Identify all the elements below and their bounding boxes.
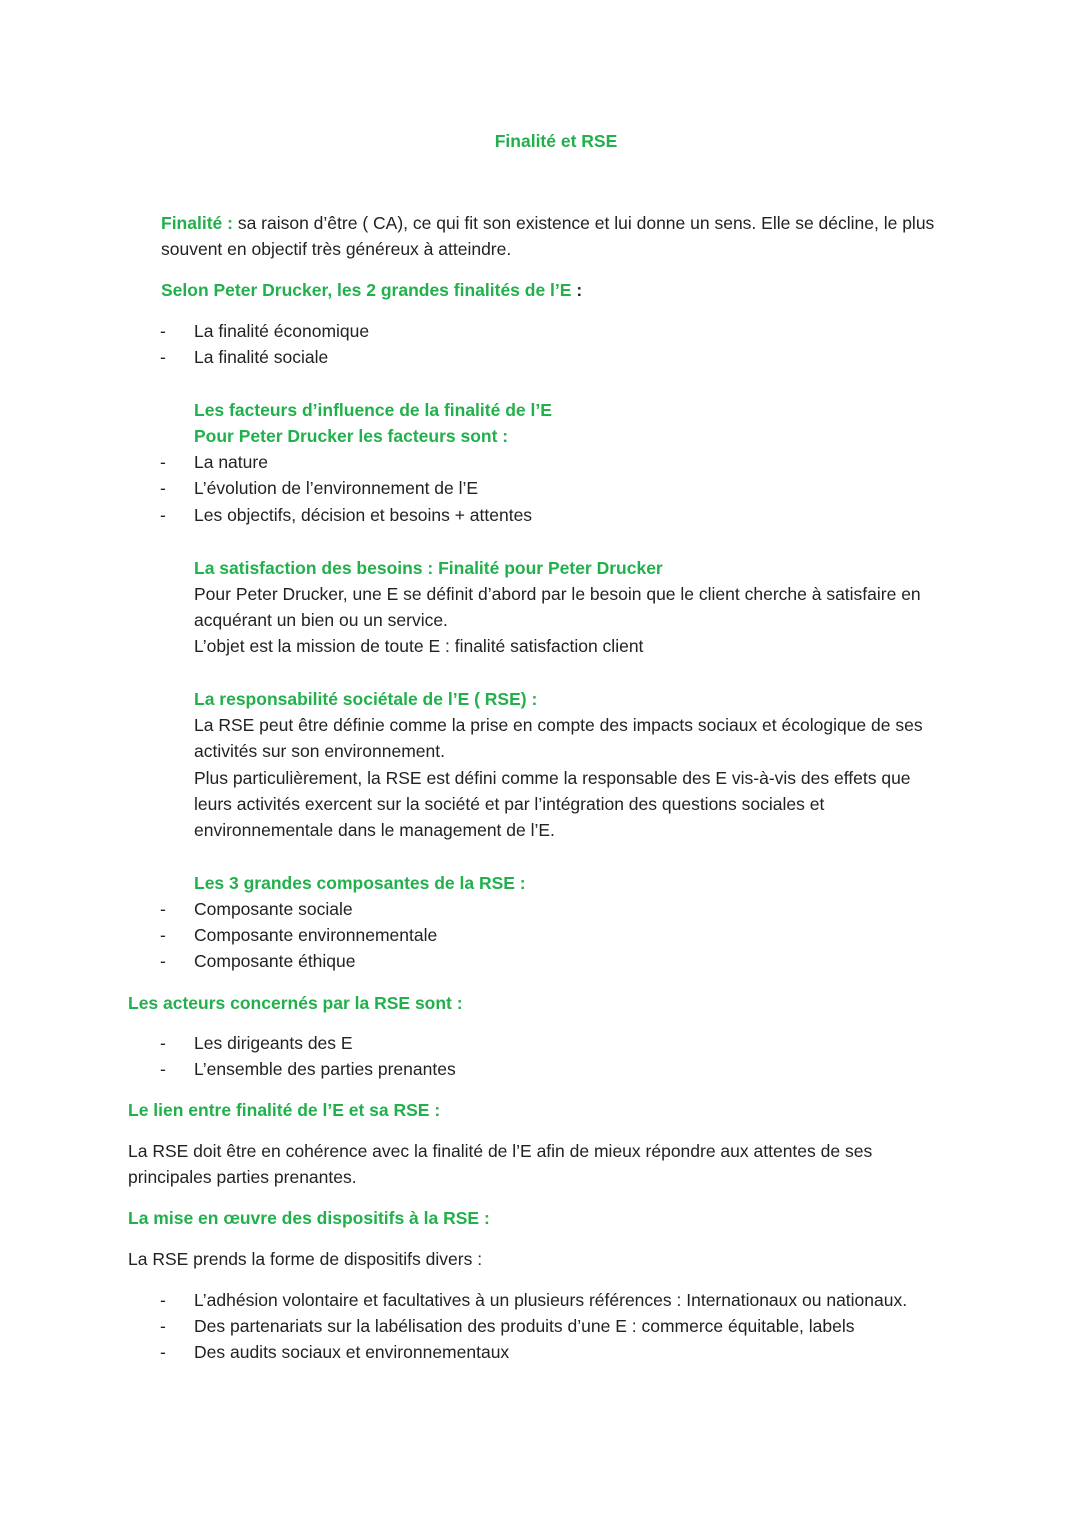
rse-line: environnementale dans le management de l’E. <box>194 820 555 840</box>
finalite-label: Finalité : <box>161 213 233 233</box>
dispositifs-intro: La RSE prends la forme de dispositifs divers : <box>128 1249 483 1269</box>
list-item: La nature <box>194 452 268 472</box>
drucker-heading-row <box>161 277 582 303</box>
bullet-dash: - <box>160 478 166 498</box>
list-item: Des audits sociaux et environnementaux <box>194 1342 510 1362</box>
satisfaction-heading: La satisfaction des besoins : Finalité pour Peter Drucker <box>194 558 663 578</box>
lien-line: principales parties prenantes. <box>128 1167 357 1187</box>
list-item: Les dirigeants des E <box>194 1033 353 1053</box>
page-title: Finalité et RSE <box>494 131 618 151</box>
drucker-heading: Selon Peter Drucker, les 2 grandes finalités de l’E <box>161 280 572 300</box>
bullet-dash: - <box>160 1290 166 1310</box>
bullet-dash: - <box>160 1316 166 1336</box>
rse-line: leurs activités exercent sur la société et par l’intégration des questions sociales et <box>194 794 825 814</box>
list-item: L’adhésion volontaire et facultatives à un plusieurs références : Internationaux ou nationaux. <box>194 1290 908 1310</box>
rse-line: activités sur son environnement. <box>194 741 445 761</box>
facteurs-subheading: Pour Peter Drucker les facteurs sont : <box>194 426 509 446</box>
rse-line: La RSE peut être définie comme la prise en compte des impacts sociaux et écologique de ses <box>194 715 923 735</box>
finalite-text-1: sa raison d’être ( CA), ce qui fit son existence et lui donne un sens. Elle se décline, le plus <box>232 213 935 233</box>
list-item: Les objectifs, décision et besoins + attentes <box>194 505 533 525</box>
bullet-dash: - <box>160 505 166 525</box>
list-item: L’ensemble des parties prenantes <box>194 1059 456 1079</box>
list-item: La finalité économique <box>194 321 370 341</box>
satisfaction-line: Pour Peter Drucker, une E se définit d’abord par le besoin que le client cherche à satisfaire en <box>194 584 921 604</box>
facteurs-heading: Les facteurs d’influence de la finalité de l’E <box>194 400 552 420</box>
lien-line: La RSE doit être en cohérence avec la finalité de l’E afin de mieux répondre aux attentes de ses <box>128 1141 873 1161</box>
satisfaction-line: L’objet est la mission de toute E : finalité satisfaction client <box>194 636 644 656</box>
list-item: Composante éthique <box>194 951 356 971</box>
bullet-dash: - <box>160 1033 166 1053</box>
drucker-heading-colon: : <box>571 280 583 300</box>
bullet-dash: - <box>160 925 166 945</box>
dispositifs-heading: La mise en œuvre des dispositifs à la RSE : <box>128 1208 490 1228</box>
bullet-dash: - <box>160 452 166 472</box>
bullet-dash: - <box>160 347 166 367</box>
lien-heading: Le lien entre finalité de l’E et sa RSE : <box>128 1100 441 1120</box>
list-item: Composante environnementale <box>194 925 438 945</box>
bullet-dash: - <box>160 951 166 971</box>
list-item: La finalité sociale <box>194 347 329 367</box>
satisfaction-line: acquérant un bien ou un service. <box>194 610 448 630</box>
bullet-dash: - <box>160 321 166 341</box>
bullet-dash: - <box>160 899 166 919</box>
list-item: Composante sociale <box>194 899 353 919</box>
bullet-dash: - <box>160 1342 166 1362</box>
list-item: L’évolution de l’environnement de l’E <box>194 478 479 498</box>
rse-line: Plus particulièrement, la RSE est défini comme la responsable des E vis-à-vis des effets que <box>194 768 911 788</box>
list-item: Des partenariats sur la labélisation des produits d’une E : commerce équitable, labels <box>194 1316 855 1336</box>
acteurs-heading: Les acteurs concernés par la RSE sont : <box>128 993 463 1013</box>
bullet-dash: - <box>160 1059 166 1079</box>
rse-heading: La responsabilité sociétale de l’E ( RSE) : <box>194 689 538 709</box>
composantes-heading: Les 3 grandes composantes de la RSE : <box>194 873 526 893</box>
finalite-paragraph <box>161 210 934 236</box>
finalite-text-2: souvent en objectif très généreux à atteindre. <box>161 239 512 259</box>
